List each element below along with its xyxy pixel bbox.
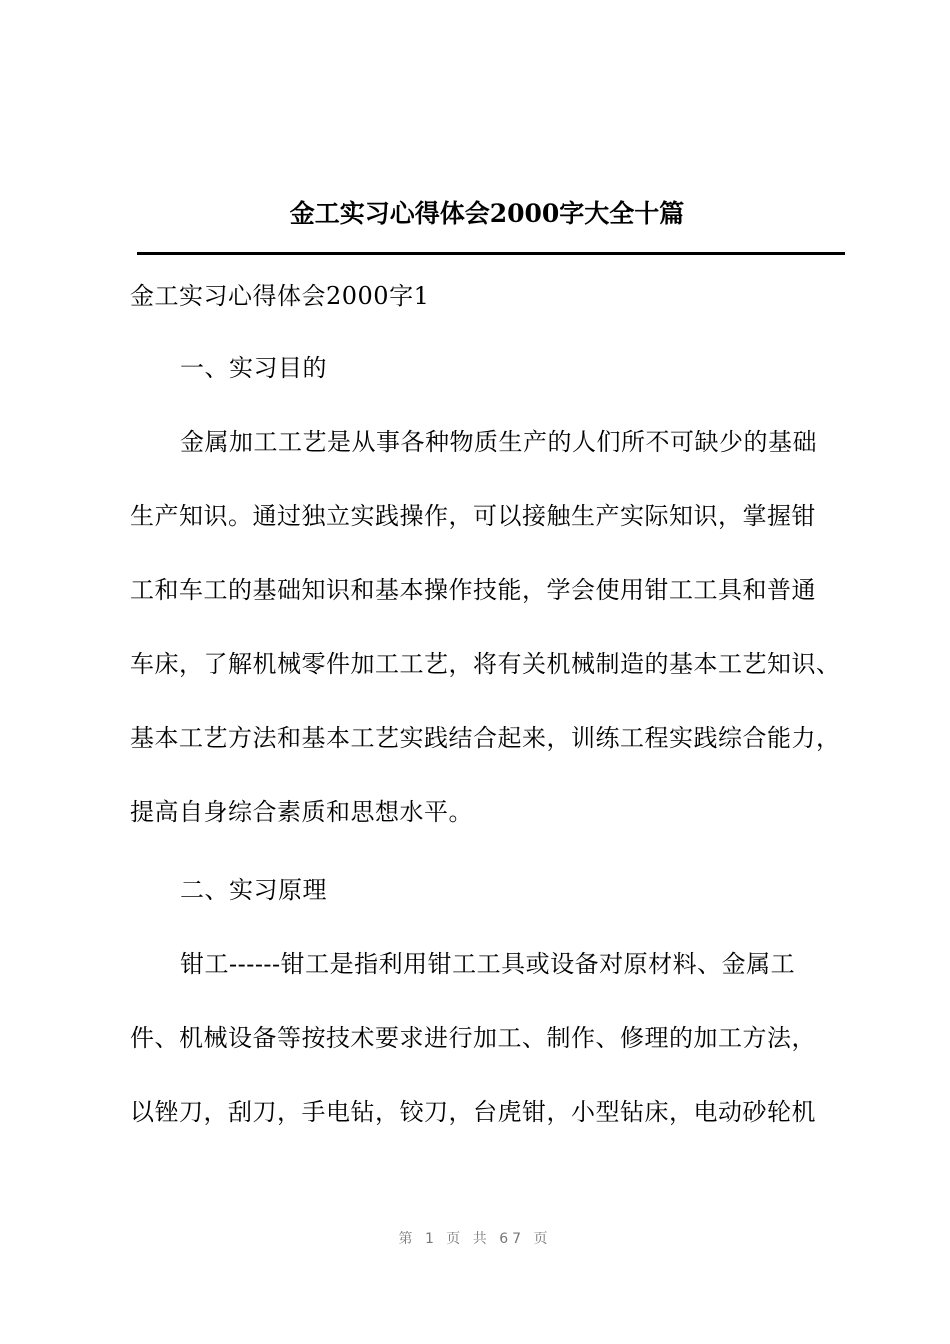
paragraph-line: 钳工------钳工是指利用钳工工具或设备对原材料、金属工 <box>180 950 796 978</box>
paragraph-line: 以锉刀，刮刀，手电钻，铰刀，台虎钳，小型钻床，电动砂轮机 <box>130 1098 816 1126</box>
section-heading: 一、实习目的 <box>180 354 327 382</box>
paragraph-line: 基本工艺方法和基本工艺实践结合起来，训练工程实践综合能力， <box>130 724 841 752</box>
section-heading: 二、实习原理 <box>180 876 327 904</box>
document-title: 金工实习心得体会2000字大全十篇 <box>289 199 685 228</box>
title-underline <box>137 252 845 255</box>
paragraph-line: 工和车工的基础知识和基本操作技能，学会使用钳工工具和普通 <box>130 576 816 604</box>
section-subtitle: 金工实习心得体会2000字1 <box>130 282 430 310</box>
paragraph-line: 金属加工工艺是从事各种物质生产的人们所不可缺少的基础 <box>180 428 817 456</box>
paragraph-line: 件、机械设备等按技术要求进行加工、制作、修理的加工方法， <box>130 1024 816 1052</box>
paragraph-line: 生产知识。通过独立实践操作，可以接触生产实际知识，掌握钳 <box>130 502 816 530</box>
paragraph-line: 提高自身综合素质和思想水平。 <box>130 798 473 826</box>
paragraph-line: 车床，了解机械零件加工工艺，将有关机械制造的基本工艺知识、 <box>130 650 841 678</box>
page-number-footer: 第 1 页 共 67 页 <box>398 1231 552 1247</box>
